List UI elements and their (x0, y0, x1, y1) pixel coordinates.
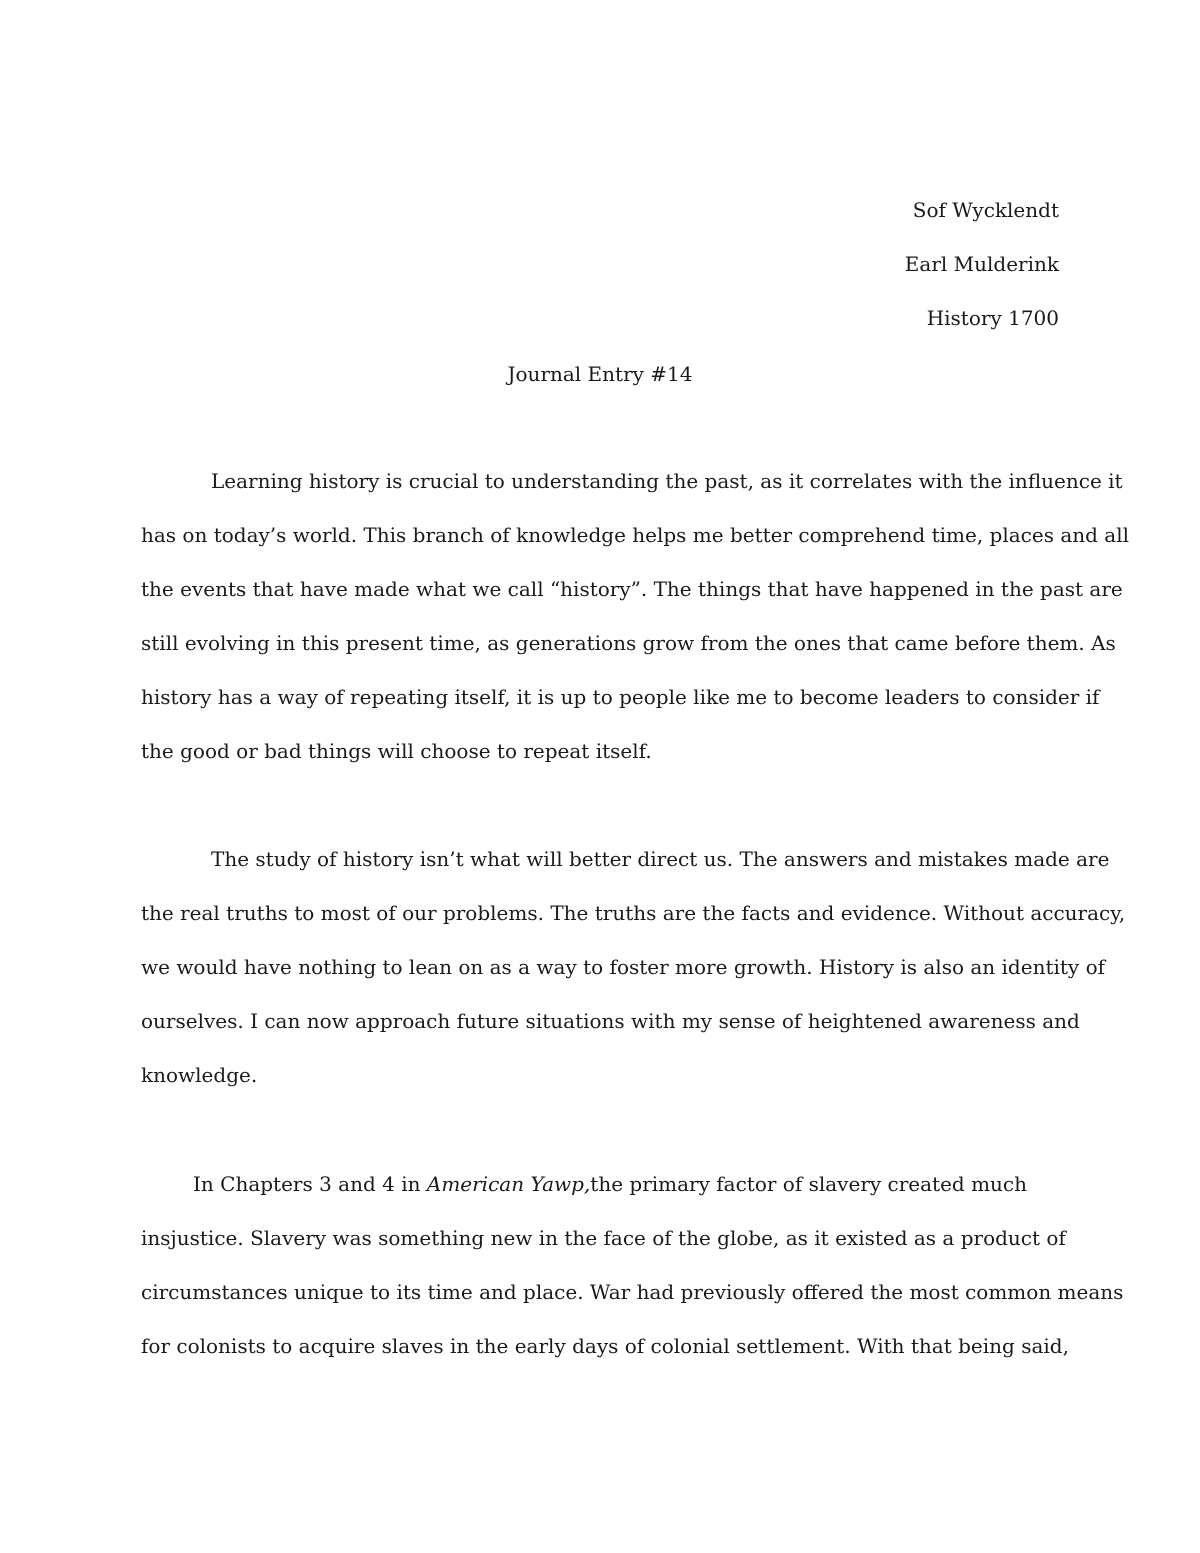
paragraph-line: has on today’s world. This branch of knowledge helps me better comprehend time, places and all (141, 523, 1129, 547)
paragraph-line: we would have nothing to lean on as a way to foster more growth. History is also an identity of (141, 955, 1106, 979)
paragraph-line: The study of history isn’t what will better direct us. The answers and mistakes made are (211, 847, 1110, 871)
paragraph-first-line (193, 1170, 1027, 1198)
text-span: the primary factor of slavery created much (590, 1172, 1028, 1196)
text-span: In Chapters 3 and 4 in (193, 1172, 427, 1196)
paragraph-line: knowledge. (141, 1063, 258, 1087)
student-name: Sof Wycklendt (912, 198, 1059, 222)
paragraph-line: for colonists to acquire slaves in the early days of colonial settlement. With that being said, (141, 1334, 1069, 1358)
paragraph-line: insjustice. Slavery was something new in the face of the globe, as it existed as a product of (141, 1226, 1066, 1250)
paragraph-line: history has a way of repeating itself, it is up to people like me to become leaders to consider if (141, 685, 1100, 709)
paragraph-line: ourselves. I can now approach future situations with my sense of heightened awareness and (141, 1009, 1080, 1033)
course-name: History 1700 (926, 306, 1059, 330)
paragraph-line: the real truths to most of our problems. The truths are the facts and evidence. Without accuracy, (141, 901, 1126, 925)
book-title: American Yawp, (426, 1172, 591, 1196)
paragraph-line: the good or bad things will choose to repeat itself. (141, 739, 652, 763)
paragraph-line: circumstances unique to its time and place. War had previously offered the most common means (141, 1280, 1124, 1304)
paragraph-line: still evolving in this present time, as generations grow from the ones that came before them. As (141, 631, 1116, 655)
paragraph-line: Learning history is crucial to understanding the past, as it correlates with the influence it (211, 469, 1123, 493)
paragraph-line: the events that have made what we call “history”. The things that have happened in the past are (141, 577, 1123, 601)
page-title: Journal Entry #14 (507, 362, 693, 386)
instructor-name: Earl Mulderink (904, 252, 1059, 276)
